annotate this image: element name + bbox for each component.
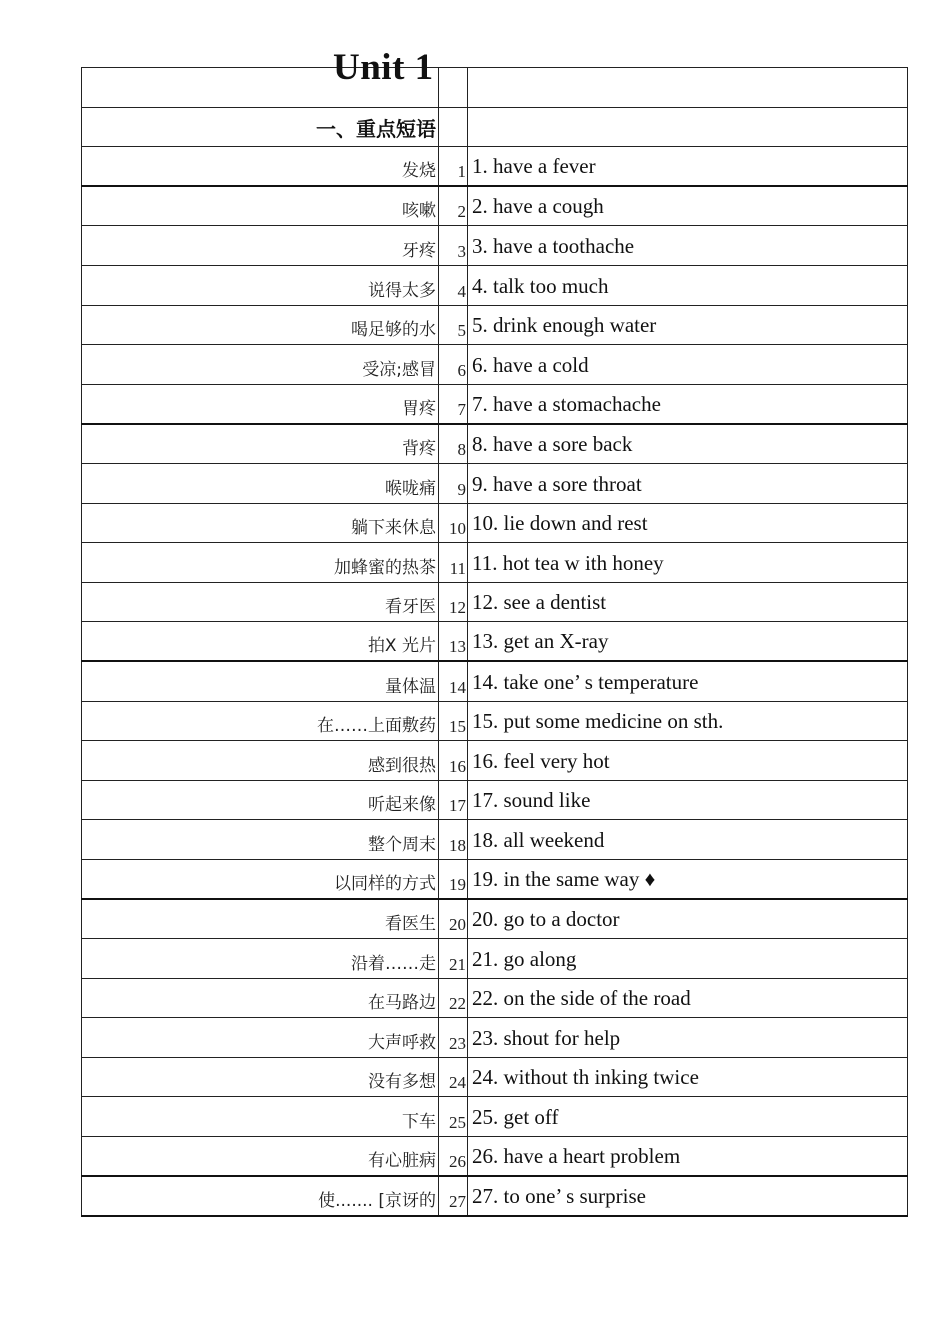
english-phrase-cell[interactable]: 14. take one’ s temperature bbox=[468, 661, 908, 701]
chinese-phrase-cell[interactable]: 使....... [京讶的 bbox=[82, 1176, 439, 1216]
row-number-cell[interactable]: 21 bbox=[439, 939, 468, 979]
chinese-phrase-cell[interactable]: 躺下来休息 bbox=[82, 503, 439, 543]
table-row bbox=[82, 1057, 908, 1097]
english-phrase-cell[interactable]: 5. drink enough water bbox=[468, 305, 908, 345]
table-row bbox=[82, 226, 908, 266]
title-num-cell[interactable] bbox=[439, 68, 468, 108]
chinese-phrase-cell[interactable]: 量体温 bbox=[82, 661, 439, 701]
table-row bbox=[82, 939, 908, 979]
english-phrase-cell[interactable]: 19. in the same way ♦ bbox=[468, 859, 908, 899]
table-row bbox=[82, 899, 908, 939]
table-row bbox=[82, 1176, 908, 1216]
row-number-cell[interactable]: 8 bbox=[439, 424, 468, 464]
table-row bbox=[82, 1018, 908, 1058]
chinese-phrase-cell[interactable]: 背疼 bbox=[82, 424, 439, 464]
chinese-phrase-cell[interactable]: 感到很热 bbox=[82, 741, 439, 781]
english-phrase-cell[interactable]: 18. all weekend bbox=[468, 820, 908, 860]
table-row bbox=[82, 543, 908, 583]
table-row bbox=[82, 978, 908, 1018]
table-row bbox=[82, 305, 908, 345]
page-title: Unit 1 bbox=[333, 47, 434, 88]
chinese-phrase-cell[interactable]: 有心脏病 bbox=[82, 1137, 439, 1177]
section-num-cell[interactable] bbox=[439, 107, 468, 147]
row-number-cell[interactable]: 27 bbox=[439, 1176, 468, 1216]
table-row bbox=[82, 384, 908, 424]
chinese-phrase-cell[interactable]: 咳嗽 bbox=[82, 186, 439, 226]
english-phrase-cell[interactable]: 3. have a toothache bbox=[468, 226, 908, 266]
english-phrase-cell[interactable]: 13. get an X-ray bbox=[468, 622, 908, 662]
row-number-cell[interactable]: 11 bbox=[439, 543, 468, 583]
chinese-phrase-cell[interactable]: 以同样的方式 bbox=[82, 859, 439, 899]
row-number-cell[interactable]: 17 bbox=[439, 780, 468, 820]
row-number-cell[interactable]: 4 bbox=[439, 265, 468, 305]
english-phrase-cell[interactable]: 24. without th inking twice bbox=[468, 1057, 908, 1097]
english-phrase-cell[interactable]: 7. have a stomachache bbox=[468, 384, 908, 424]
row-number-cell[interactable]: 13 bbox=[439, 622, 468, 662]
row-number-cell[interactable]: 3 bbox=[439, 226, 468, 266]
chinese-phrase-cell[interactable]: 说得太多 bbox=[82, 265, 439, 305]
section-en-cell[interactable] bbox=[468, 107, 908, 147]
chinese-phrase-cell[interactable]: 没有多想 bbox=[82, 1057, 439, 1097]
chinese-phrase-cell[interactable]: 看医生 bbox=[82, 899, 439, 939]
chinese-phrase-cell[interactable]: 沿着……走 bbox=[82, 939, 439, 979]
table-row bbox=[82, 859, 908, 899]
row-number-cell[interactable]: 1 bbox=[439, 147, 468, 187]
chinese-phrase-cell[interactable]: 加蜂蜜的热茶 bbox=[82, 543, 439, 583]
row-number-cell[interactable]: 6 bbox=[439, 345, 468, 385]
table-row bbox=[82, 463, 908, 503]
chinese-phrase-cell[interactable]: 发烧 bbox=[82, 147, 439, 187]
chinese-phrase-cell[interactable]: 喝足够的水 bbox=[82, 305, 439, 345]
chinese-phrase-cell[interactable]: 看牙医 bbox=[82, 582, 439, 622]
table-row bbox=[82, 780, 908, 820]
chinese-phrase-cell[interactable]: 在马路边 bbox=[82, 978, 439, 1018]
table-row bbox=[82, 1137, 908, 1177]
table-row bbox=[82, 265, 908, 305]
english-phrase-cell[interactable]: 6. have a cold bbox=[468, 345, 908, 385]
table-row bbox=[82, 820, 908, 860]
row-number-cell[interactable]: 18 bbox=[439, 820, 468, 860]
english-phrase-cell[interactable]: 22. on the side of the road bbox=[468, 978, 908, 1018]
row-number-cell[interactable]: 23 bbox=[439, 1018, 468, 1058]
section-heading[interactable]: 一、重点短语 bbox=[82, 107, 439, 147]
section-row bbox=[82, 107, 908, 147]
table-row bbox=[82, 1097, 908, 1137]
row-number-cell[interactable]: 10 bbox=[439, 503, 468, 543]
title-en-cell[interactable] bbox=[468, 68, 908, 108]
row-number-cell[interactable]: 2 bbox=[439, 186, 468, 226]
table-row bbox=[82, 701, 908, 741]
chinese-phrase-cell[interactable]: 在……上面敷药 bbox=[82, 701, 439, 741]
english-phrase-cell[interactable]: 4. talk too much bbox=[468, 265, 908, 305]
table-row bbox=[82, 147, 908, 187]
english-phrase-cell[interactable]: 26. have a heart problem bbox=[468, 1137, 908, 1177]
english-phrase-cell[interactable]: 2. have a cough bbox=[468, 186, 908, 226]
chinese-phrase-cell[interactable]: 胃疼 bbox=[82, 384, 439, 424]
row-number-cell[interactable]: 22 bbox=[439, 978, 468, 1018]
english-phrase-cell[interactable]: 25. get off bbox=[468, 1097, 908, 1137]
row-number-cell[interactable]: 5 bbox=[439, 305, 468, 345]
table-row bbox=[82, 424, 908, 464]
english-phrase-cell[interactable]: 21. go along bbox=[468, 939, 908, 979]
row-number-cell[interactable]: 15 bbox=[439, 701, 468, 741]
english-phrase-cell[interactable]: 15. put some medicine on sth. bbox=[468, 701, 908, 741]
table-row bbox=[82, 741, 908, 781]
chinese-phrase-cell[interactable]: 下车 bbox=[82, 1097, 439, 1137]
row-number-cell[interactable]: 9 bbox=[439, 463, 468, 503]
english-phrase-cell[interactable]: 17. sound like bbox=[468, 780, 908, 820]
row-number-cell[interactable]: 20 bbox=[439, 899, 468, 939]
chinese-phrase-cell[interactable]: 受凉;感冒 bbox=[82, 345, 439, 385]
table-row bbox=[82, 503, 908, 543]
row-number-cell[interactable]: 25 bbox=[439, 1097, 468, 1137]
row-number-cell[interactable]: 14 bbox=[439, 661, 468, 701]
english-phrase-cell[interactable]: 1. have a fever bbox=[468, 147, 908, 187]
row-number-cell[interactable]: 12 bbox=[439, 582, 468, 622]
english-phrase-cell[interactable]: 27. to one’ s surprise bbox=[468, 1176, 908, 1216]
chinese-phrase-cell[interactable]: 牙疼 bbox=[82, 226, 439, 266]
table-row bbox=[82, 582, 908, 622]
row-number-cell[interactable]: 19 bbox=[439, 859, 468, 899]
chinese-phrase-cell[interactable]: 喉咙痛 bbox=[82, 463, 439, 503]
row-number-cell[interactable]: 26 bbox=[439, 1137, 468, 1177]
row-number-cell[interactable]: 16 bbox=[439, 741, 468, 781]
title-row bbox=[82, 68, 908, 108]
phrase-table-body bbox=[82, 68, 908, 1216]
english-phrase-cell[interactable]: 10. lie down and rest bbox=[468, 503, 908, 543]
table-row bbox=[82, 186, 908, 226]
row-number-cell[interactable]: 7 bbox=[439, 384, 468, 424]
english-phrase-cell[interactable]: 8. have a sore back bbox=[468, 424, 908, 464]
chinese-phrase-cell[interactable]: 拍X 光片 bbox=[82, 622, 439, 662]
chinese-phrase-cell[interactable]: 大声呼救 bbox=[82, 1018, 439, 1058]
phrase-table bbox=[81, 67, 908, 1217]
english-phrase-cell[interactable]: 12. see a dentist bbox=[468, 582, 908, 622]
english-phrase-cell[interactable]: 20. go to a doctor bbox=[468, 899, 908, 939]
english-phrase-cell[interactable]: 16. feel very hot bbox=[468, 741, 908, 781]
chinese-phrase-cell[interactable]: 听起来像 bbox=[82, 780, 439, 820]
table-row bbox=[82, 622, 908, 662]
english-phrase-cell[interactable]: 11. hot tea w ith honey bbox=[468, 543, 908, 583]
table-row bbox=[82, 345, 908, 385]
table-row bbox=[82, 661, 908, 701]
english-phrase-cell[interactable]: 23. shout for help bbox=[468, 1018, 908, 1058]
english-phrase-cell[interactable]: 9. have a sore throat bbox=[468, 463, 908, 503]
row-number-cell[interactable]: 24 bbox=[439, 1057, 468, 1097]
chinese-phrase-cell[interactable]: 整个周末 bbox=[82, 820, 439, 860]
